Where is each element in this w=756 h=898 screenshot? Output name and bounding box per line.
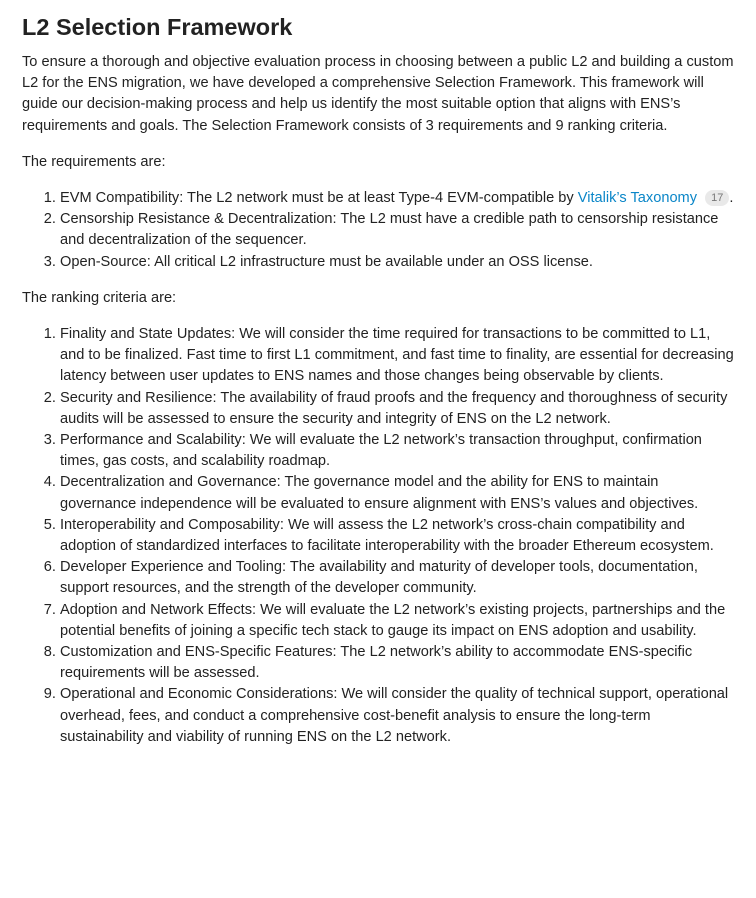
ranking-criteria-list	[22, 324, 734, 748]
requirement-text: EVM Compatibility: The L2 network must be at least Type-4 EVM-compatible by	[60, 190, 578, 207]
criteria-item: 1. Finality and State Updates: We will consider the time required for transactions to be committed to L1, and to be finalized. Fast time to first L1 commitment, and fast time to finality, are essential for decreasing latency between user updates to ENS names and those changes being observable by clients.	[60, 324, 734, 388]
link-click-count-badge: 17	[705, 190, 729, 206]
criteria-item: 6. Developer Experience and Tooling: The availability and maturity of developer tools, documentation, support resources, and the strength of the developer community.	[60, 557, 734, 599]
requirement-item	[60, 188, 734, 209]
criteria-item: 3. Performance and Scalability: We will evaluate the L2 network’s transaction throughput, confirmation times, gas costs, and scalability roadmap.	[60, 430, 734, 472]
criteria-heading: The ranking criteria are:	[22, 289, 177, 306]
criteria-item: 5. Interoperability and Composability: We will assess the L2 network’s cross-chain compatibility and adoption of standardized interfaces to facilitate interoperability with the broader Ethereum ecosystem.	[60, 515, 734, 557]
criteria-item: 8. Customization and ENS-Specific Features: The L2 network’s ability to accommodate ENS-specific requirements will be assessed.	[60, 642, 734, 684]
criteria-item: 9. Operational and Economic Considerations: We will consider the quality of technical support, operational overhead, fees, and conduct a comprehensive cost-benefit analysis to ensure the long-term sustainability and viability of running ENS on the L2 network.	[60, 684, 734, 748]
section-heading: L2 Selection Framework	[22, 14, 293, 40]
criteria-item: 7. Adoption and Network Effects: We will evaluate the L2 network’s existing projects, partnerships and the potential benefits of joining a specific tech stack to gauge its impact on ENS adoption and usability.	[60, 600, 734, 642]
requirement-item: 3. Open-Source: All critical L2 infrastructure must be available under an OSS license.	[60, 252, 734, 273]
criteria-item: 4. Decentralization and Governance: The governance model and the ability for ENS to maintain governance independence will be evaluated to ensure alignment with ENS’s values and objectives.	[60, 472, 734, 514]
requirements-heading: The requirements are:	[22, 153, 166, 170]
requirement-text-end: .	[729, 190, 734, 207]
requirement-item: 2. Censorship Resistance & Decentralization: The L2 must have a credible path to censorship resistance and decentralization of the sequencer.	[60, 209, 734, 251]
requirements-list	[22, 188, 734, 273]
vitaliks-taxonomy-link[interactable]: Vitalik’s Taxonomy	[577, 190, 698, 207]
criteria-item: 2. Security and Resilience: The availability of fraud proofs and the frequency and thoroughness of security audits will be assessed to ensure the security and integrity of ENS on the L2 network.	[60, 388, 734, 430]
intro-paragraph: To ensure a thorough and objective evaluation process in choosing between a public L2 and building a custom L2 for the ENS migration, we have developed a comprehensive Selection Framework. This framework will guide our decision-making process and help us identify the most suitable option that aligns with ENS’s requirements and goals. The Selection Framework consists of 3 requirements and 9 ranking criteria.	[22, 54, 734, 134]
